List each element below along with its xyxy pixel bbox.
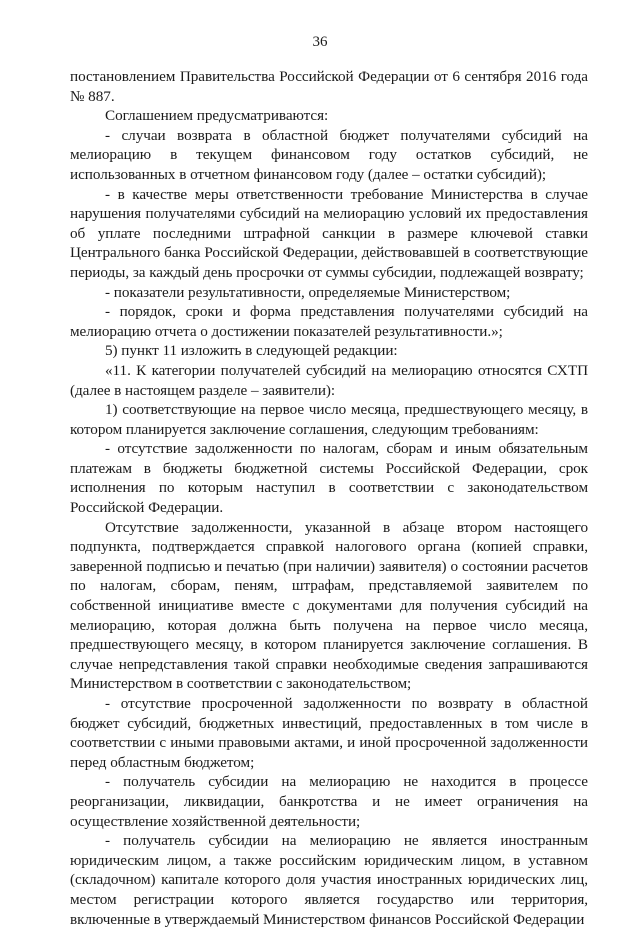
paragraph: - случаи возврата в областной бюджет получателями субсидий на мелиорацию в текущем финансовом году остатков субсидий, не использованных в отчетном финансовом году (далее – остатки субсидий);: [70, 126, 588, 183]
document-body: [70, 67, 588, 929]
paragraph: - получатель субсидии на мелиорацию не является иностранным юридическим лицом, а также российским юридическим лицом, в уставном (складочном) капитале которого доля участия иностранных юридических лиц, местом регистрации которого является государство или территория, включенные в утверждаемый Министерством финансов Российской Федерации: [70, 832, 588, 928]
paragraph: - порядок, сроки и форма представления получателями субсидий на мелиорацию отчета о достижении показателей результативности.»;: [70, 303, 588, 340]
paragraph: Соглашением предусматриваются:: [105, 107, 329, 125]
paragraph: постановлением Правительства Российской Федерации от 6 сентября 2016 года № 887.: [70, 68, 588, 105]
paragraph: «11. К категории получателей субсидий на мелиорацию относятся СХТП (далее в настоящем разделе – заявители):: [70, 361, 588, 399]
paragraph: - получатель субсидии на мелиорацию не находится в процессе реорганизации, ликвидации, банкротства и не имеет ограничения на осуществление хозяйственной деятельности;: [70, 773, 588, 830]
paragraph: - отсутствие задолженности по налогам, сборам и иным обязательным платежам в бюджеты бюджетной системы Российской Федерации, срок исполнения по которым наступил в соответствии с законодательством Российской Федерации.: [70, 440, 588, 517]
paragraph: - в качестве меры ответственности требование Министерства в случае нарушения получателями субсидий на мелиорацию условий их предоставления об уплате последними штрафной санкции в размере ключевой ставки Центрального банка Российской Федерации, действовавшей в соответствующие периоды, за каждый день просрочки от суммы субсидии, подлежащей возврату;: [70, 185, 588, 281]
paragraph: 1) соответствующие на первое число месяца, предшествующего месяцу, в котором планируется заключение соглашения, следующим требованиям:: [70, 401, 588, 438]
paragraph: Отсутствие задолженности, указанной в абзаце втором настоящего подпункта, подтверждается справкой налогового органа (копией справки, заверенной подписью и печатью (при наличии) заявителя) о состоянии расчетов по налогам, сборам, пеням, штрафам, представляемой заявителем по собственной инициативе вместе с документами для получения субсидий на мелиорацию, которая должна быть получена на первое число месяца, предшествующего месяцу, в котором планируется заключение соглашения. В случае непредставления такой справки необходимые сведения запрашиваются Министерством в соответствии с законодательством;: [70, 518, 588, 693]
paragraph: 5) пункт 11 изложить в следующей редакции:: [105, 342, 398, 360]
paragraph: - показатели результативности, определяемые Министерством;: [105, 283, 511, 301]
paragraph: - отсутствие просроченной задолженности по возврату в областной бюджет субсидий, бюджетных инвестиций, предоставленных в том числе в соответствии с иными правовыми актами, и иной просроченной задолженности перед областным бюджетом;: [70, 695, 588, 771]
page-number: 36: [312, 34, 328, 50]
